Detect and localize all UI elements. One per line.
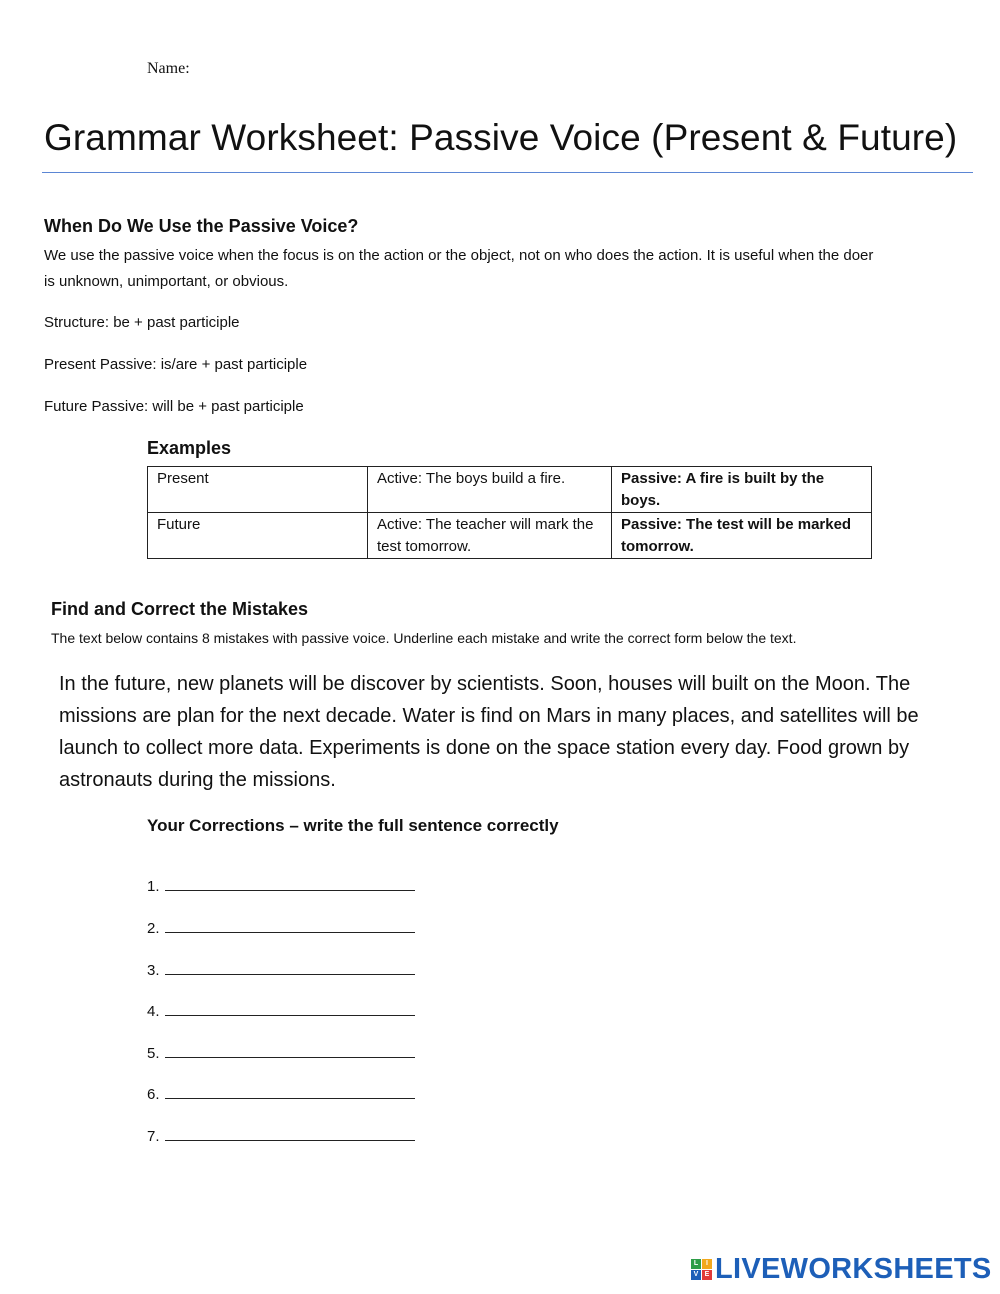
passive-cell: Passive: The test will be marked tomorrow. [612, 513, 872, 559]
page-title: Grammar Worksheet: Passive Voice (Present & Future) [44, 117, 958, 158]
liveworksheets-logo [691, 1252, 992, 1286]
answer-number: 4. [147, 1003, 160, 1020]
table-row [148, 513, 872, 559]
answer-number: 1. [147, 878, 160, 895]
name-label: Name: [147, 60, 190, 77]
answer-line-2[interactable] [147, 918, 415, 937]
answer-line-3[interactable] [147, 960, 415, 979]
tense-cell: Present [148, 467, 368, 513]
active-cell: Active: The boys build a fire. [368, 467, 612, 513]
answer-line-6[interactable] [147, 1084, 415, 1103]
logo-tile: I [702, 1259, 712, 1269]
answer-line-7[interactable] [147, 1126, 415, 1145]
logo-tile: L [691, 1259, 701, 1269]
intro-line-2: is unknown, unimportant, or obvious. [44, 273, 289, 290]
answer-blank[interactable] [165, 1043, 415, 1058]
examples-table [147, 466, 872, 559]
answer-blank[interactable] [165, 1126, 415, 1141]
mistakes-passage[interactable]: In the future, new planets will be discover by scientists. Soon, houses will built on the Moon. The missions are plan for the next decade. Water is find on Mars in many places, and satellites will be launch to collect more data. Experiments is done on the space station every day. Food grown by astronauts during the missions. [59, 673, 919, 791]
answer-number: 7. [147, 1128, 160, 1145]
answer-line-5[interactable] [147, 1043, 415, 1062]
answer-blank[interactable] [165, 1084, 415, 1099]
title-divider [42, 172, 973, 173]
answer-blank[interactable] [165, 918, 415, 933]
tense-cell: Future [148, 513, 368, 559]
answer-number: 2. [147, 920, 160, 937]
intro-paragraph [44, 243, 984, 295]
answer-blank[interactable] [165, 960, 415, 975]
section-heading-find-mistakes: Find and Correct the Mistakes [51, 599, 309, 619]
future-passive-rule: Future Passive: will be + past participle [44, 398, 304, 415]
examples-label: Examples [147, 438, 232, 458]
passive-cell: Passive: A fire is built by the boys. [612, 467, 872, 513]
answer-number: 6. [147, 1086, 160, 1103]
active-cell: Active: The teacher will mark the test tomorrow. [368, 513, 612, 559]
answer-line-4[interactable] [147, 1001, 415, 1020]
table-row [148, 467, 872, 513]
answer-blank[interactable] [165, 1001, 415, 1016]
answer-blank[interactable] [165, 876, 415, 891]
logo-tile: V [691, 1270, 701, 1280]
present-passive-rule: Present Passive: is/are + past participle [44, 356, 308, 373]
logo-text: LIVEWORKSHEETS [715, 1252, 992, 1285]
structure-rule: Structure: be + past participle [44, 314, 240, 331]
answer-number: 3. [147, 962, 160, 979]
logo-tile: E [702, 1270, 712, 1280]
corrections-title: Your Corrections – write the full sentence correctly [147, 816, 559, 835]
mistakes-instructions: The text below contains 8 mistakes with passive voice. Underline each mistake and write the correct form below the text. [51, 630, 797, 646]
section-heading-passive-usage: When Do We Use the Passive Voice? [44, 216, 359, 236]
answer-line-1[interactable] [147, 876, 415, 895]
logo-tiles-icon [691, 1259, 712, 1280]
answer-number: 5. [147, 1045, 160, 1062]
intro-line-1: We use the passive voice when the focus is on the action or the object, not on who does the action. It is useful when the doer [44, 247, 874, 264]
